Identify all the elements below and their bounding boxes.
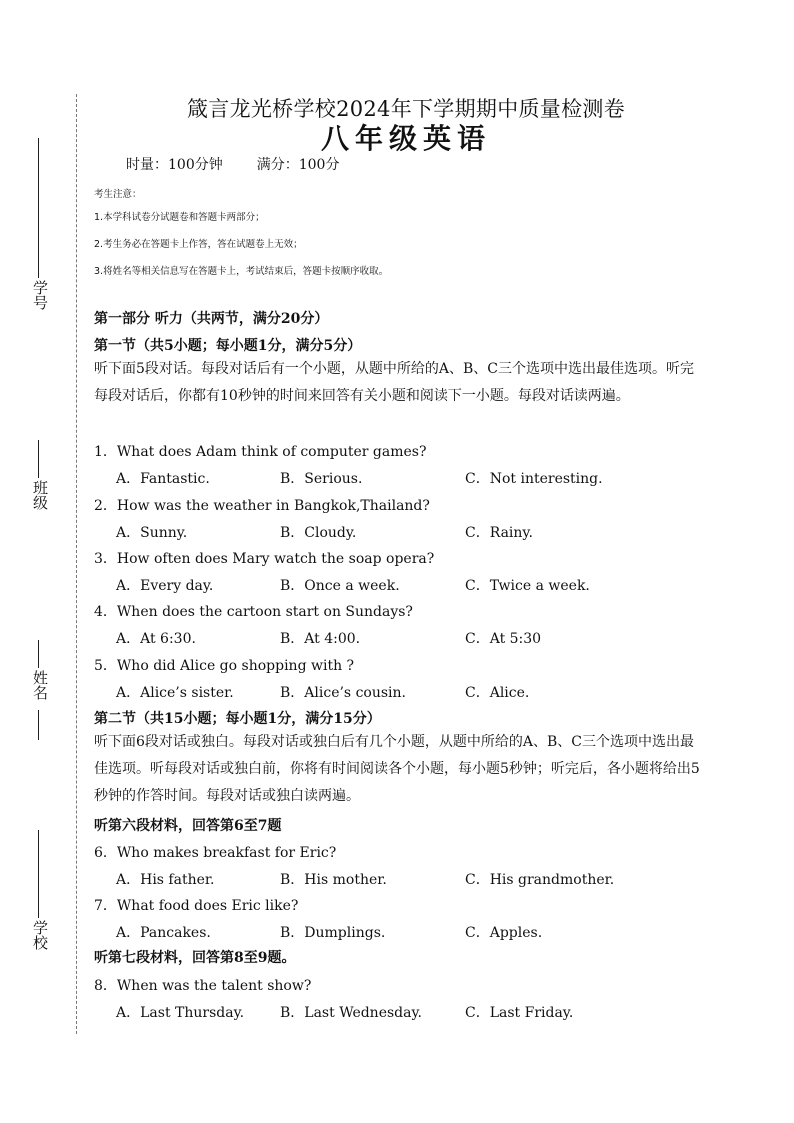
option-c: C．At 5:30 xyxy=(465,631,542,647)
question-5: 5．Who did Alice go shopping with ? xyxy=(94,658,355,674)
class-field xyxy=(28,440,48,540)
question-8: 8．When was the talent show? xyxy=(94,978,312,994)
option-a: A．Every day. xyxy=(116,578,214,594)
section2-instructions: 听下面6段对话或独白。每段对话或独白后有几个小题，从题中所给的A、B、C三个选项中选出最佳选项。听每段对话或独白前，你将有时间阅读各个小题，每小题5秒钟；听完后，各小题将给出5秒钟的作答时间。每段对话或独白读两遍。 xyxy=(94,734,700,804)
school-label: 学校 xyxy=(31,920,49,950)
exam-subject: 八年级英语 xyxy=(320,122,491,155)
student-no-blank xyxy=(38,138,39,278)
option-b: B．Dumplings. xyxy=(280,925,386,941)
option-b: B．Cloudy. xyxy=(280,525,357,541)
option-a: A．His father. xyxy=(116,872,215,888)
option-c: C．Last Friday. xyxy=(465,1005,574,1021)
student-no-label: 学号 xyxy=(31,280,49,310)
option-b: B．Last Wednesday. xyxy=(280,1005,422,1021)
name-blank-top xyxy=(38,640,39,668)
option-b: B．Once a week. xyxy=(280,578,400,594)
notice-heading: 考生注意： xyxy=(94,189,142,200)
option-a: A．Pancakes. xyxy=(116,925,211,941)
option-c: C．Twice a week. xyxy=(465,578,590,594)
option-a: A．Alice’s sister. xyxy=(116,685,234,701)
option-a: A．Fantastic. xyxy=(116,471,210,487)
section2-heading: 第二节（共15小题；每小题1分，满分15分） xyxy=(94,711,381,727)
name-field xyxy=(28,640,48,740)
option-b: B．At 4:00. xyxy=(280,631,361,647)
question-1: 1．What does Adam think of computer games? xyxy=(94,444,427,460)
option-b: B．Alice’s cousin. xyxy=(280,685,406,701)
question-2: 2．How was the weather in Bangkok,Thailand? xyxy=(94,498,430,514)
option-c: C．Apples. xyxy=(465,925,543,941)
part1-heading: 第一部分 听力（共两节，满分20分） xyxy=(94,311,329,327)
section1-instructions: 听下面5段对话。每段对话后有一个小题，从题中所给的A、B、C三个选项中选出最佳选项。听完每段对话后，你都有10秒钟的时间来回答有关小题和阅读下一小题。每段对话读两遍。 xyxy=(94,361,695,404)
name-label: 姓名 xyxy=(31,670,49,700)
class-blank xyxy=(38,440,39,478)
school-field xyxy=(28,830,48,970)
option-b: B．Serious. xyxy=(280,471,363,487)
notice-item: 2.考生务必在答题卡上作答，答在试题卷上无效； xyxy=(94,239,303,250)
question-7: 7．What food does Eric like? xyxy=(94,898,299,914)
exam-score: 满分：100分 xyxy=(256,157,340,173)
option-c: C．Not interesting. xyxy=(465,471,603,487)
exam-time: 时量：100分钟 xyxy=(126,157,223,173)
exam-title: 箴言龙光桥学校2024年下学期期中质量检测卷 xyxy=(186,97,626,121)
school-blank xyxy=(38,830,39,918)
option-a: A．Sunny. xyxy=(116,525,188,541)
notice-item: 1.本学科试卷分试题卷和答题卡两部分； xyxy=(94,212,265,223)
question-3: 3．How often does Mary watch the soap opera? xyxy=(94,551,435,567)
section1-heading: 第一节（共5小题；每小题1分，满分5分） xyxy=(94,338,362,354)
option-a: A．Last Thursday. xyxy=(116,1005,245,1021)
student-no-field xyxy=(28,138,48,318)
option-c: C．Alice. xyxy=(465,685,530,701)
name-blank-bottom xyxy=(38,710,39,740)
question-4: 4．When does the cartoon start on Sundays? xyxy=(94,604,413,620)
notice-item: 3.将姓名等相关信息写在答题卡上，考试结束后，答题卡按顺序收取。 xyxy=(94,266,389,277)
option-a: A．At 6:30. xyxy=(116,631,196,647)
material-7-heading: 听第七段材料，回答第8至9题。 xyxy=(94,950,296,966)
exam-meta xyxy=(126,154,339,174)
option-c: C．His grandmother. xyxy=(465,872,615,888)
option-b: B．His mother. xyxy=(280,872,387,888)
question-6: 6．Who makes breakfast for Eric? xyxy=(94,845,337,861)
class-label: 班级 xyxy=(31,480,49,510)
material-6-heading: 听第六段材料，回答第6至7题 xyxy=(94,818,282,834)
binding-dashed-line xyxy=(76,94,77,1034)
option-c: C．Rainy. xyxy=(465,525,533,541)
